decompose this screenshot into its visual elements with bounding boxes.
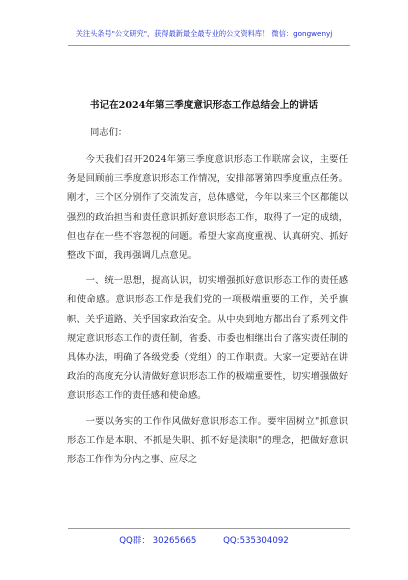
header-divider [68,45,350,46]
qq-group-number: QQ群： 30265665 [119,536,197,546]
footer-contacts [0,534,408,546]
salutation: 同志们： [90,127,128,138]
qq-number: QQ:535304092 [223,536,289,546]
paragraph: 一要以务实的工作作风做好意识形态工作。要牢固树立"抓意识形态工作是本职、不抓是失职、抓不好是渎职"的理念，把做好意识形态工作作为分内之事、应尽之 [67,415,348,466]
document-body [67,150,348,475]
document-title: 书记在2024年第三季度意识形态工作总结会上的讲话 [89,100,319,111]
header-note: 关注头条号"公文研究"，获得最新最全最专业的公文资料库！ 微信：gongwenyj [75,29,333,38]
footer-divider [68,528,350,529]
paragraph: 今天我们召开2024年第三季度意识形态工作联席会议，主要任务是回顾前三季度意识形态工作情况，安排部署第四季度重点任务。刚才，三个区分别作了交流发言，总体感觉，今年以来三个区都能以强烈的政治担当和责任意识抓好意识形态工作，取得了一定的成绩，但也存在一些不容忽视的问题。希望大家高度重视、认真研究、抓好整改下面，我再强调几点意见。 [67,154,348,262]
paragraph: 一、统一思想，提高认识，切实增强抓好意识形态工作的责任感和使命感。意识形态工作是我们党的一项极端重要的工作，关乎旗帜、关乎道路、关乎国家政治安全。从中央到地方都出台了系列文件规定意识形态工作的责任制，省委、市委也相继出台了落实责任制的具体办法，明确了各级党委（党组）的工作职责。大家一定要站在讲政治的高度充分认清做好意识形态工作的极端重要性，切实增强做好意识形态工作的责任感和使命感。 [67,275,348,402]
